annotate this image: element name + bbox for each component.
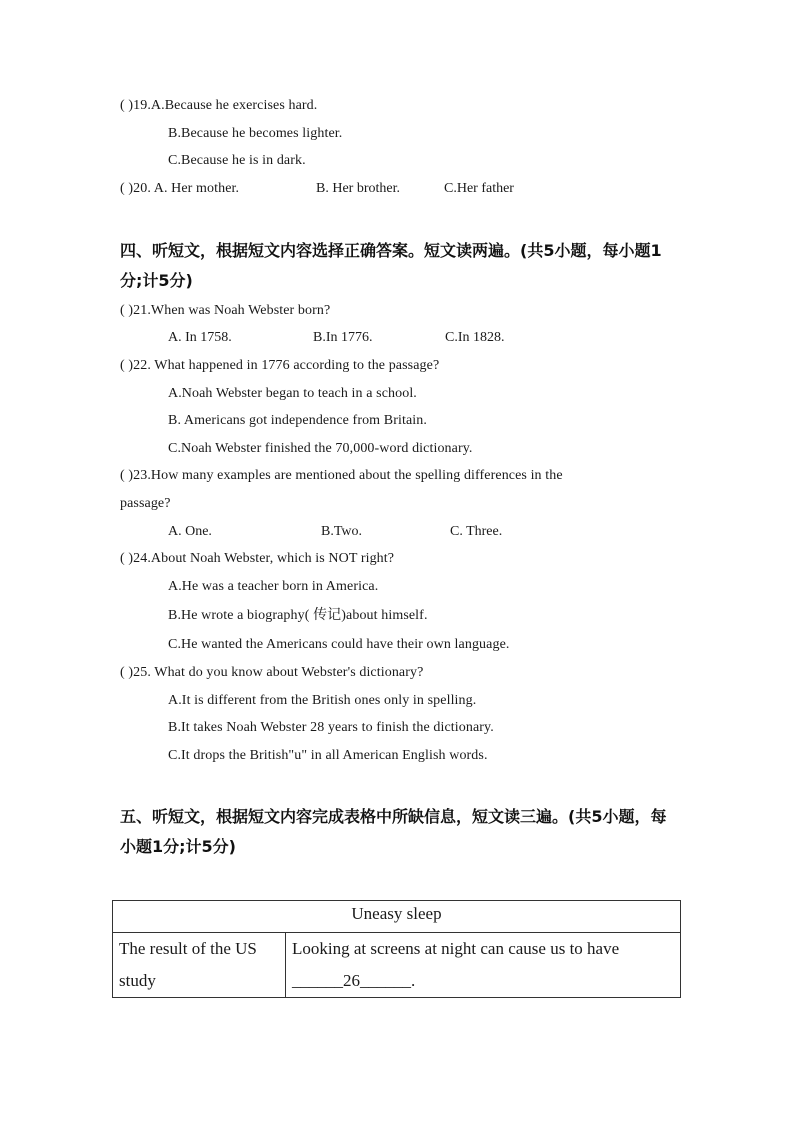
table-row-content: Looking at screens at night can cause us to have ______26______.	[286, 933, 681, 998]
q20-option-c: C.Her father	[444, 181, 514, 196]
q19-stem: ( )19.A.Because he exercises hard.	[120, 98, 318, 113]
q25-option-c: C.It drops the British"u" in all American English words.	[168, 748, 488, 763]
q22-option-c: C.Noah Webster finished the 70,000-word dictionary.	[168, 441, 473, 456]
q21-option-b: B.In 1776.	[313, 330, 373, 345]
table-row	[113, 933, 681, 998]
q24-stem: ( )24.About Noah Webster, which is NOT right?	[120, 551, 395, 566]
table-row-label: The result of the US study	[113, 933, 286, 998]
section4-heading: 四、听短文，根据短文内容选择正确答案。短文读两遍。(共5小题，每小题1分;计5分)	[120, 241, 662, 290]
q22-option-b: B. Americans got independence from Britain.	[168, 413, 427, 428]
q24-option-b: B.He wrote a biography( 传记)about himself.	[168, 608, 428, 623]
q23-option-a: A. One.	[168, 524, 212, 539]
q25-option-a: A.It is different from the British ones only in spelling.	[168, 693, 477, 708]
q24-option-a: A.He was a teacher born in America.	[168, 579, 379, 594]
q19-option-b: B.Because he becomes lighter.	[168, 126, 343, 141]
q22-option-a: A.Noah Webster began to teach in a school.	[168, 386, 417, 401]
section5-heading: 五、听短文，根据短文内容完成表格中所缺信息，短文读三遍。(共5小题，每小题1分;计5分)	[120, 807, 667, 856]
table-title: Uneasy sleep	[113, 901, 681, 933]
q21-stem: ( )21.When was Noah Webster born?	[120, 303, 331, 318]
q25-stem: ( )25. What do you know about Webster's dictionary?	[120, 665, 424, 680]
q23-stem: ( )23.How many examples are mentioned about the spelling differences in the	[120, 468, 563, 483]
info-table	[112, 900, 681, 998]
table-title-row	[113, 901, 681, 933]
q24-option-c: C.He wanted the Americans could have their own language.	[168, 637, 510, 652]
q21-option-a: A. In 1758.	[168, 330, 232, 345]
q21-option-c: C.In 1828.	[445, 330, 505, 345]
q22-stem: ( )22. What happened in 1776 according to the passage?	[120, 358, 440, 373]
q23-stem-continued: passage?	[120, 496, 171, 511]
q23-option-b: B.Two.	[321, 524, 363, 539]
q20-stem: ( )20. A. Her mother.	[120, 181, 240, 196]
q25-option-b: B.It takes Noah Webster 28 years to finish the dictionary.	[168, 720, 494, 735]
q20-option-b: B. Her brother.	[316, 181, 400, 196]
q23-option-c: C. Three.	[450, 524, 503, 539]
q19-option-c: C.Because he is in dark.	[168, 153, 306, 168]
